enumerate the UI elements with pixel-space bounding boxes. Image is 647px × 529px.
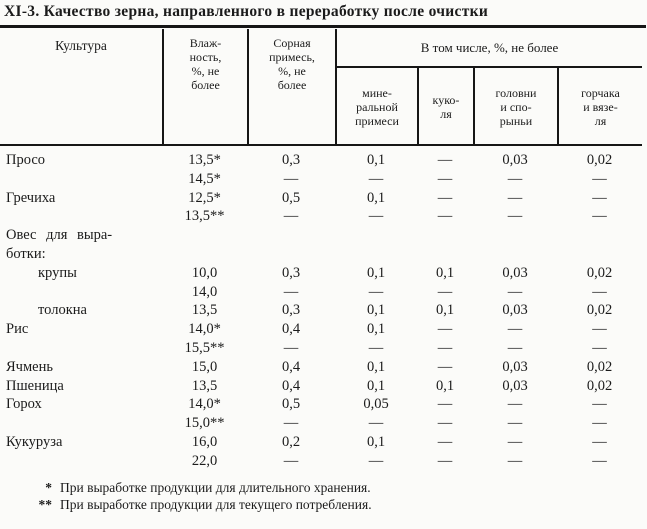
cell-value: 0,5: [281, 396, 301, 413]
cell-value: 0,1: [435, 264, 455, 281]
cell-value: —: [283, 208, 299, 225]
cell-value: 0,05: [363, 396, 389, 413]
cell-value: 15,0: [191, 358, 218, 375]
cell-value: 10,0: [191, 264, 218, 281]
column-header-smut-ergot: головни и спо- рыньи: [473, 68, 557, 146]
cell-value: 0,03: [502, 152, 528, 168]
cell-value: 0,1: [435, 377, 455, 394]
row-label: Рис: [6, 321, 29, 338]
cell-value: [473, 245, 557, 264]
cell-value: —: [507, 452, 523, 469]
row-label: ботки:: [6, 245, 46, 262]
footnote-text: При выработке продукции для длительного хранения.: [60, 480, 371, 495]
cell-value: —: [368, 170, 384, 187]
cell-value: 0,1: [366, 433, 386, 450]
cell-value: —: [507, 415, 523, 432]
table-row: [0, 189, 642, 208]
cell-value: 13,5**: [184, 208, 225, 225]
cell-value: 0,1: [366, 358, 386, 375]
cell-value: —: [437, 170, 453, 187]
footnote-marker: **: [38, 496, 52, 512]
cell-value: —: [437, 208, 453, 225]
row-label: Ячмень: [6, 358, 53, 375]
table-row: [0, 245, 642, 264]
table-row: [0, 151, 642, 170]
table-row: [0, 170, 642, 189]
cell-value: 0,1: [366, 377, 386, 394]
cell-value: —: [437, 433, 453, 450]
cell-value: 0,4: [281, 358, 301, 375]
column-group-header-including: В том числе, %, не более: [335, 29, 642, 68]
table-row: [0, 358, 642, 377]
cell-value: —: [437, 321, 453, 338]
cell-value: 14,0*: [188, 396, 221, 413]
table-title: XI-3. Качество зерна, направленного в переработку после очистки: [4, 3, 489, 20]
cell-value: 0,02: [586, 377, 613, 394]
footnotes: [0, 480, 372, 513]
row-label: [0, 170, 162, 189]
cell-value: [335, 245, 417, 264]
cell-value: —: [437, 415, 453, 432]
cell-value: 13,5: [191, 302, 218, 319]
cell-value: —: [437, 358, 453, 375]
cell-value: 12,5*: [188, 189, 221, 206]
table-row: [0, 414, 642, 433]
cell-value: —: [592, 433, 607, 450]
table-body: [0, 151, 642, 471]
cell-value: 13,5: [191, 377, 218, 394]
cell-value: [557, 226, 642, 245]
table-row: [0, 320, 642, 339]
column-header-weed-impurity: Сорная примесь, %, не более: [247, 29, 335, 146]
cell-value: —: [283, 415, 299, 432]
column-header-mustard-vetchling: горчака и вязе- ля: [557, 68, 642, 146]
cell-value: —: [592, 396, 607, 413]
cell-value: 0,03: [502, 358, 528, 375]
table-row: [0, 301, 642, 320]
table-row: [0, 377, 642, 396]
cell-value: —: [368, 208, 384, 225]
cell-value: —: [437, 396, 453, 413]
cell-value: —: [592, 208, 607, 225]
row-label: Кукуруза: [6, 433, 63, 450]
table-row: [0, 433, 642, 452]
cell-value: —: [507, 170, 523, 187]
cell-value: —: [437, 189, 453, 206]
cell-value: [473, 226, 557, 245]
row-label: крупы: [38, 264, 77, 281]
row-label: Горох: [6, 396, 42, 413]
cell-value: 14,0*: [188, 321, 221, 338]
cell-value: 0,02: [586, 264, 613, 281]
table-row: [0, 264, 642, 283]
cell-value: 16,0: [191, 433, 218, 450]
cell-value: 14,5*: [188, 170, 221, 187]
row-label: [0, 339, 162, 358]
cell-value: [162, 245, 247, 264]
footnote-text: При выработке продукции для текущего потребления.: [60, 496, 372, 512]
cell-value: 0,02: [586, 302, 613, 319]
cell-value: [335, 226, 417, 245]
cell-value: 13,5*: [188, 152, 221, 168]
column-header-moisture: Влаж- ность, %, не более: [162, 29, 247, 146]
cell-value: —: [368, 283, 384, 300]
footnote: [0, 480, 372, 497]
cell-value: —: [592, 189, 607, 206]
cell-value: [417, 245, 473, 264]
cell-value: 0,03: [502, 264, 528, 281]
cell-value: —: [368, 452, 384, 469]
row-label: Просо: [6, 152, 46, 168]
cell-value: 22,0: [191, 452, 218, 469]
cell-value: 0,2: [281, 433, 301, 450]
cell-value: —: [592, 283, 607, 300]
cell-value: —: [437, 339, 453, 356]
cell-value: —: [368, 415, 384, 432]
cell-value: 0,1: [366, 321, 386, 338]
cell-value: 0,03: [502, 302, 528, 319]
table-row: [0, 283, 642, 302]
row-label: [0, 283, 162, 302]
column-header-culture: Культура: [55, 38, 107, 53]
cell-value: 0,1: [366, 264, 386, 281]
table-row: [0, 452, 642, 471]
cell-value: —: [507, 339, 523, 356]
cell-value: —: [592, 415, 607, 432]
row-label: Пшеница: [6, 377, 64, 394]
cell-value: —: [507, 189, 523, 206]
cell-value: —: [283, 452, 299, 469]
cell-value: —: [507, 396, 523, 413]
cell-value: —: [592, 339, 607, 356]
cell-value: —: [283, 170, 299, 187]
cell-value: [247, 226, 335, 245]
cell-value: 0,1: [366, 302, 386, 319]
cell-value: 15,0**: [184, 415, 225, 432]
row-label: [0, 207, 162, 226]
table-row: [0, 226, 642, 245]
cell-value: —: [592, 170, 607, 187]
cell-value: —: [437, 152, 453, 168]
cell-value: —: [507, 208, 523, 225]
cell-value: 0,4: [281, 377, 301, 394]
cell-value: 14,0: [191, 283, 218, 300]
cell-value: —: [437, 452, 453, 469]
cell-value: —: [283, 283, 299, 300]
row-label: Гречиха: [6, 189, 56, 206]
footnote: [0, 497, 372, 514]
table-row: [0, 339, 642, 358]
row-label: [0, 414, 162, 433]
footnote-marker: *: [45, 480, 52, 495]
table-row: [0, 395, 642, 414]
column-header-mineral-impurity: мине- ральной примеси: [335, 68, 417, 146]
cell-value: 0,1: [366, 189, 386, 206]
cell-value: —: [507, 433, 523, 450]
cell-value: 15,5**: [184, 339, 225, 356]
column-header-cockle: куко- ля: [417, 68, 473, 146]
top-rule: [0, 25, 646, 28]
table-header: [0, 29, 642, 146]
cell-value: —: [368, 339, 384, 356]
cell-value: —: [507, 321, 523, 338]
table-row: [0, 207, 642, 226]
cell-value: —: [437, 283, 453, 300]
row-label: Овес для выра-: [6, 227, 113, 244]
cell-value: —: [507, 283, 523, 300]
cell-value: [247, 245, 335, 264]
cell-value: 0,3: [281, 264, 301, 281]
cell-value: —: [592, 452, 607, 469]
cell-value: 0,4: [281, 321, 301, 338]
cell-value: [162, 226, 247, 245]
cell-value: 0,02: [586, 358, 613, 375]
cell-value: 0,5: [281, 189, 301, 206]
cell-value: 0,3: [281, 302, 301, 319]
cell-value: 0,1: [366, 152, 386, 168]
cell-value: 0,02: [586, 152, 613, 168]
cell-value: [417, 226, 473, 245]
cell-value: —: [283, 339, 299, 356]
row-label: [0, 452, 162, 471]
cell-value: [557, 245, 642, 264]
cell-value: 0,1: [435, 302, 455, 319]
cell-value: —: [592, 321, 607, 338]
cell-value: 0,3: [281, 152, 301, 168]
cell-value: 0,03: [502, 377, 528, 394]
row-label: толокна: [38, 302, 87, 319]
